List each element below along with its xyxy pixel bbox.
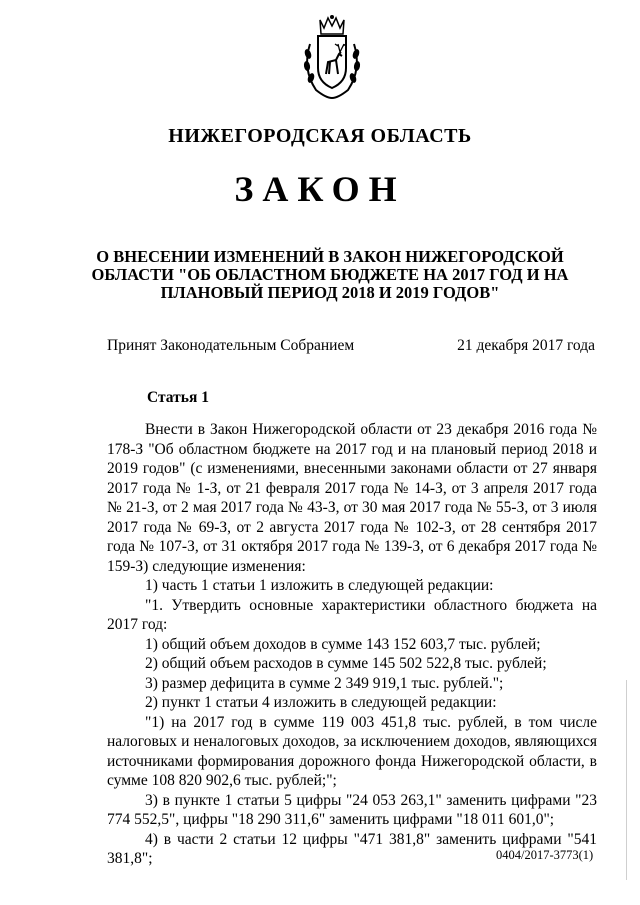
article-item: "1) на 2017 год в сумме 119 003 451,8 тыс. рублей, в том числе налоговых и неналоговых доходов, за исключением доходов, являющихся источниками формирования дорожного фонда Нижегородской области, в сумме 108 820 902,6 тыс. рублей;"; [107, 713, 597, 789]
scan-margin-line [626, 680, 627, 880]
article-item: "1. Утвердить основные характеристики областного бюджета на 2017 год: [107, 596, 597, 633]
article-item: 2) общий объем расходов в сумме 145 502 522,8 тыс. рублей; [145, 655, 547, 672]
article-item: 1) общий объем доходов в сумме 143 152 603,7 тыс. рублей; [145, 635, 541, 653]
article-item: 3) размер дефицита в сумме 2 349 919,1 тыс. рублей."; [145, 674, 504, 692]
article-intro: Внести в Закон Нижегородской области от 23 декабря 2016 года № 178-З "Об областном бюджете на 2017 год и на плановый период 2018 и 2019 годов" (с изменениями, внесенными законами области от 27 января 2017 года № 1-З, от 21 февраля 2017 года № 14-З, от 3 апреля 2017 года № 21-З, от 2 мая 2017 года № 43-З, от 30 мая 2017 года № 55-З, от 3 июля 2017 года № 69-З, от 2 августа 2017 года № 102-З, от 28 сентября 2017 года № 107-З, от 31 октября 2017 года № 139-З, от 6 декабря 2017 года № 159-З) следующие изменения: [107, 421, 597, 575]
law-subject-line: О ВНЕСЕНИИ ИЗМЕНЕНИЙ В ЗАКОН НИЖЕГОРОДСКОЙ [96, 247, 564, 266]
document-number: 0404/2017-3773(1) [496, 848, 594, 862]
article-body [107, 420, 597, 869]
article-item: 1) часть 1 статьи 1 изложить в следующей редакции: [145, 577, 494, 594]
article-item: 4) в части 2 статьи 12 цифры "471 381,8" заменить цифрами "541 381,8"; [107, 830, 597, 867]
article-item: 3) в пункте 1 статьи 5 цифры "24 053 263,1" заменить цифрами "23 774 552,5", цифры "18 290 311,6" заменить цифрами "18 011 601,0"; [107, 791, 597, 828]
region-title: НИЖЕГОРОДСКАЯ ОБЛАСТЬ [168, 125, 472, 147]
law-title: ЗАКОН [234, 169, 406, 209]
adoption-date: 21 декабря 2017 года [457, 337, 595, 354]
coat-of-arms-icon [296, 14, 368, 100]
adopted-by: Принят Законодательным Собранием [107, 337, 355, 354]
article-item: 2) пункт 1 статьи 4 изложить в следующей редакции: [145, 694, 497, 711]
adoption-line [107, 337, 595, 355]
law-subject-line: ОБЛАСТИ "ОБ ОБЛАСТНОМ БЮДЖЕТЕ НА 2017 ГОД И НА [91, 265, 569, 284]
law-subject [90, 248, 570, 302]
law-subject-line: ПЛАНОВЫЙ ПЕРИОД 2018 И 2019 ГОДОВ" [160, 283, 500, 302]
article-heading: Статья 1 [147, 389, 209, 406]
